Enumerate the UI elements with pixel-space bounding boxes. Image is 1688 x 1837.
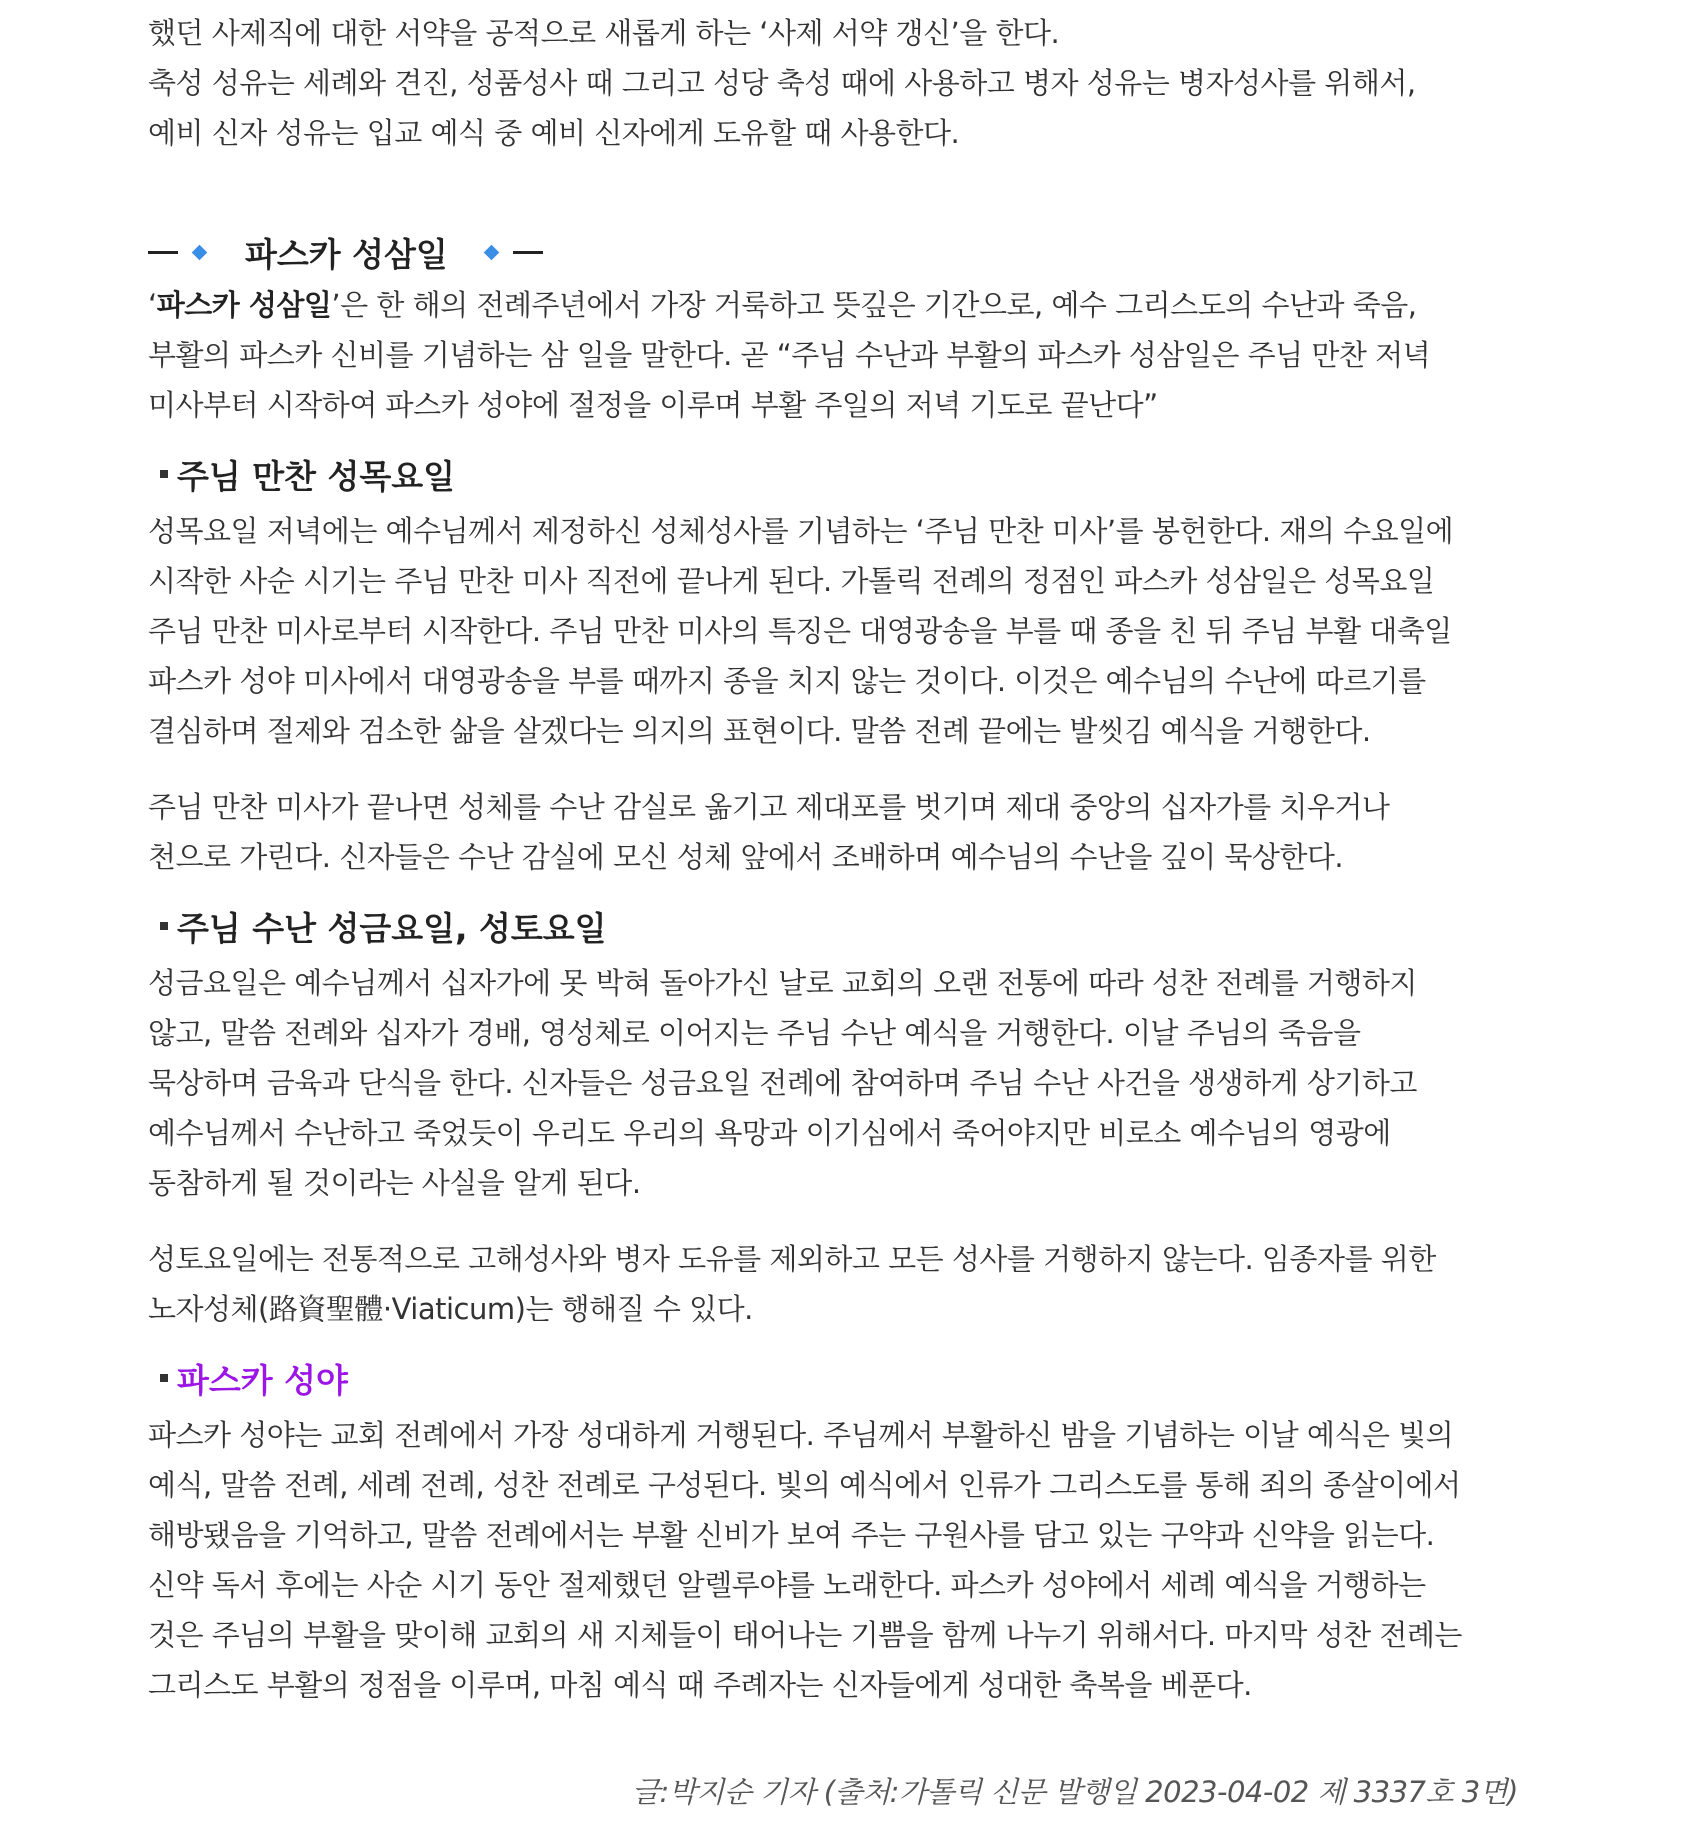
saturday-paragraph [148,1234,1548,1334]
subheading-thursday [148,442,1548,506]
paragraph-text: ’은 한 해의 전례주년에서 가장 거룩하고 뜻깊은 기간으로, 예수 그리스도의 수난과 죽음, [331,288,1417,322]
thursday-paragraph-2 [148,782,1548,882]
paragraph-line: 했던 사제직에 대한 서약을 공적으로 새롭게 하는 ‘사제 서약 갱신’을 한다. [148,16,1060,50]
subheading-friday-saturday [148,894,1548,958]
thursday-paragraph-1 [148,506,1548,756]
paragraph-line: 부활의 파스카 신비를 기념하는 삼 일을 말한다. 곧 “주님 수난과 부활의 파스카 성삼일은 주님 만찬 저녁 [148,338,1431,372]
paragraph-line: 파스카 성야는 교회 전례에서 가장 성대하게 거행된다. 주님께서 부활하신 밤을 기념하는 이날 예식은 빛의 [148,1418,1454,1452]
bold-term: 파스카 성삼일 [156,288,332,322]
paragraph-line [148,280,1548,330]
dash-icon [148,251,178,254]
paragraph-line: 시작한 사순 시기는 주님 만찬 미사 직전에 끝나게 된다. 가톨릭 전례의 정점인 파스카 성삼일은 성목요일 [148,564,1435,598]
section-heading [148,224,1548,280]
subheading-vigil [148,1346,1548,1410]
paragraph-line: 해방됐음을 기억하고, 말씀 전례에서는 부활 신비가 보여 주는 구원사를 담고 있는 구약과 신약을 읽는다. [148,1518,1435,1552]
paragraph-line: 파스카 성야 미사에서 대영광송을 부를 때까지 종을 치지 않는 것이다. 이것은 예수님의 수난에 따르기를 [148,664,1426,698]
section-heading-text: 파스카 성삼일 [245,234,448,274]
square-bullet-icon [160,470,168,478]
article-byline: 글:박지순 기자 (출처:가톨릭 신문 발행일 2023-04-02 제 3337호 3면) [632,1775,1518,1809]
paragraph-line: 동참하게 될 것이라는 사실을 알게 된다. [148,1166,641,1200]
paragraph-line: 미사부터 시작하여 파스카 성야에 절정을 이루며 부활 주일의 저녁 기도로 끝난다” [148,388,1158,422]
paragraph-line: 노자성체(路資聖體·Viaticum)는 행해질 수 있다. [148,1292,753,1326]
paragraph-line: 성토요일에는 전통적으로 고해성사와 병자 도유를 제외하고 모든 성사를 거행하지 않는다. 임종자를 위한 [148,1242,1436,1276]
subheading-text: 주님 만찬 성목요일 [177,456,456,496]
friday-paragraph [148,958,1548,1208]
paragraph-line: 예수님께서 수난하고 죽었듯이 우리도 우리의 욕망과 이기심에서 죽어야지만 비로소 예수님의 영광에 [148,1116,1391,1150]
diamond-icon [483,244,499,260]
square-bullet-icon [160,922,168,930]
intro-paragraph [148,8,1548,158]
paragraph-line: 그리스도 부활의 정점을 이루며, 마침 예식 때 주례자는 신자들에게 성대한 축복을 베푼다. [148,1668,1252,1702]
dash-icon [513,251,543,254]
square-bullet-icon [160,1374,168,1382]
paragraph-line: 성목요일 저녁에는 예수님께서 제정하신 성체성사를 기념하는 ‘주님 만찬 미사’를 봉헌한다. 재의 수요일에 [148,514,1454,548]
paragraph-line: 성금요일은 예수님께서 십자가에 못 박혀 돌아가신 날로 교회의 오랜 전통에 따라 성찬 전례를 거행하지 [148,966,1417,1000]
paragraph-line: 묵상하며 금육과 단식을 한다. 신자들은 성금요일 전례에 참여하며 주님 수난 사건을 생생하게 상기하고 [148,1066,1417,1100]
paragraph-line: 예식, 말씀 전례, 세례 전례, 성찬 전례로 구성된다. 빛의 예식에서 인류가 그리스도를 통해 죄의 종살이에서 [148,1468,1461,1502]
paragraph-line: 것은 주님의 부활을 맞이해 교회의 새 지체들이 태어나는 기쁨을 함께 나누기 위해서다. 마지막 성찬 전례는 [148,1618,1462,1652]
quote-mark: ‘ [148,288,157,322]
paragraph-line: 주님 만찬 미사가 끝나면 성체를 수난 감실로 옮기고 제대포를 벗기며 제대 중앙의 십자가를 치우거나 [148,790,1390,824]
vigil-paragraph [148,1410,1548,1710]
paragraph-line: 주님 만찬 미사로부터 시작한다. 주님 만찬 미사의 특징은 대영광송을 부를 때 종을 친 뒤 주님 부활 대축일 [148,614,1452,648]
paragraph-line: 신약 독서 후에는 사순 시기 동안 절제했던 알렐루야를 노래한다. 파스카 성야에서 세례 예식을 거행하는 [148,1568,1426,1602]
subheading-text: 주님 수난 성금요일, 성토요일 [177,908,607,948]
article-body [148,8,1548,1710]
paragraph-line: 예비 신자 성유는 입교 예식 중 예비 신자에게 도유할 때 사용한다. [148,116,960,150]
diamond-icon [192,244,208,260]
paragraph-line: 축성 성유는 세례와 견진, 성품성사 때 그리고 성당 축성 때에 사용하고 병자 성유는 병자성사를 위해서, [148,66,1416,100]
paragraph-line: 천으로 가린다. 신자들은 수난 감실에 모신 성체 앞에서 조배하며 예수님의 수난을 깊이 묵상한다. [148,840,1344,874]
subheading-text: 파스카 성야 [177,1360,348,1400]
lead-paragraph [148,280,1548,430]
paragraph-line: 않고, 말씀 전례와 십자가 경배, 영성체로 이어지는 주님 수난 예식을 거행한다. 이날 주님의 죽음을 [148,1016,1361,1050]
paragraph-line: 결심하며 절제와 검소한 삶을 살겠다는 의지의 표현이다. 말씀 전례 끝에는 발씻김 예식을 거행한다. [148,714,1371,748]
